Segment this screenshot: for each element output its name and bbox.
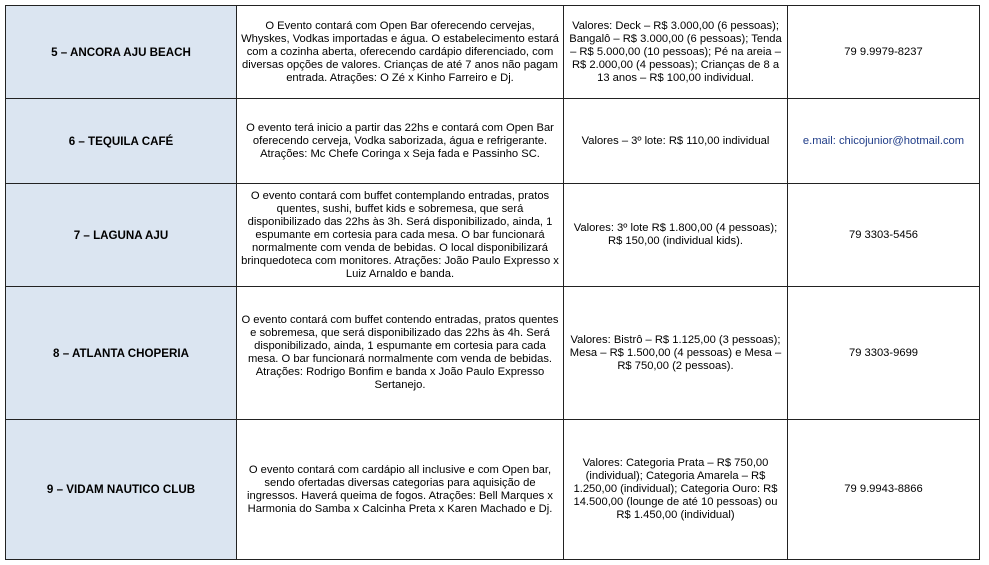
contact-email[interactable]: e.mail: chicojunior@hotmail.com (788, 99, 980, 184)
venue-name: 9 – VIDAM NAUTICO CLUB (6, 420, 237, 560)
table-row (6, 6, 980, 99)
table-row (6, 287, 980, 420)
event-description: O evento contará com cardápio all inclusive e com Open bar, sendo ofertadas diversas categorias para aquisição de ingressos. Haverá queima de fogos. Atrações: Bell Marques x Harmonia do Samba x Calcinha Preta x Karen Machado e Dj. (237, 420, 564, 560)
event-prices: Valores: Bistrô – R$ 1.125,00 (3 pessoas); Mesa – R$ 1.500,00 (4 pessoas) e Mesa – R$ 750,00 (2 pessoas). (564, 287, 788, 420)
contact-phone: 79 3303-9699 (788, 287, 980, 420)
venue-name: 6 – TEQUILA CAFÉ (6, 99, 237, 184)
event-description: O evento contará com buffet contemplando entradas, pratos quentes, sushi, buffet kids e sobremesa, que será disponibilizado das 22hs às 3h. Será disponibilizado, ainda, 1 espumante em cortesia para cada mesa. O bar funcionará normalmente com venda de bebidas. O local disponibilizará brinquedoteca com monitores. Atrações: João Paulo Expresso x Luiz Arnaldo e banda. (237, 184, 564, 287)
event-description: O evento contará com buffet contendo entradas, pratos quentes e sobremesa, que será disponibilizado das 22hs às 4h. Será disponibilizado, ainda, 1 espumante em cortesia para cada mesa. O bar funcionará normalmente com venda de bebidas. Atrações: Rodrigo Bonfim e banda x João Paulo Expresso Sertanejo. (237, 287, 564, 420)
event-description: O evento terá inicio a partir das 22hs e contará com Open Bar oferecendo cerveja, Vodka saborizada, água e refrigerante. Atrações: Mc Chefe Coringa x Seja fada e Passinho SC. (237, 99, 564, 184)
event-prices: Valores: Deck – R$ 3.000,00 (6 pessoas); Bangalô – R$ 3.000,00 (6 pessoas); Tenda – R$ 5.000,00 (10 pessoas); Pé na areia – R$ 2.000,00 (4 pessoas); Crianças de 8 a 13 anos – R$ 100,00 individual. (564, 6, 788, 99)
contact-phone: 79 3303-5456 (788, 184, 980, 287)
venue-name: 7 – LAGUNA AJU (6, 184, 237, 287)
event-prices: Valores: Categoria Prata – R$ 750,00 (individual); Categoria Amarela – R$ 1.250,00 (individual); Categoria Ouro: R$ 14.500,00 (lounge de até 10 pessoas) ou R$ 1.450,00 (individual) (564, 420, 788, 560)
table-row (6, 184, 980, 287)
table-row (6, 99, 980, 184)
event-prices: Valores: 3º lote R$ 1.800,00 (4 pessoas); R$ 150,00 (individual kids). (564, 184, 788, 287)
event-description: O Evento contará com Open Bar oferecendo cervejas, Whyskes, Vodkas importadas e água. O estabelecimento estará com a cozinha aberta, oferecendo cardápio diferenciado, com diversas opções de valores. Crianças de até 7 anos não pagam entrada. Atrações: O Zé x Kinho Farreiro e Dj. (237, 6, 564, 99)
venue-name: 5 – ANCORA AJU BEACH (6, 6, 237, 99)
table-row (6, 420, 980, 560)
contact-phone: 79 9.9943-8866 (788, 420, 980, 560)
venue-name: 8 – ATLANTA CHOPERIA (6, 287, 237, 420)
event-prices: Valores – 3º lote: R$ 110,00 individual (564, 99, 788, 184)
contact-phone: 79 9.9979-8237 (788, 6, 980, 99)
events-table (5, 5, 980, 560)
